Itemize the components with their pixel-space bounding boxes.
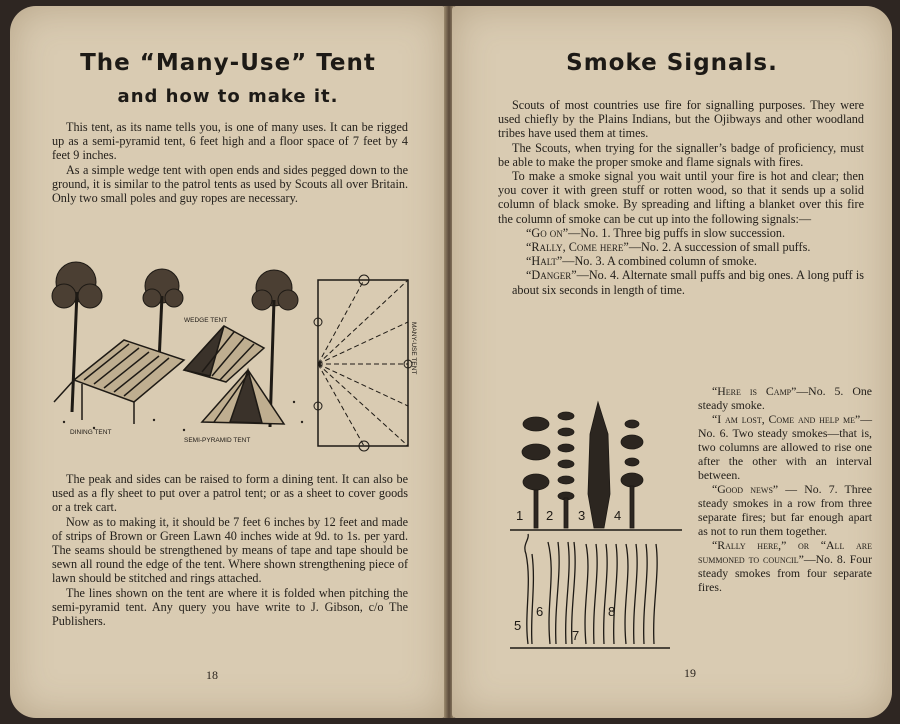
paragraph: The lines shown on the tent are where it is folded when pitching the semi-pyramid tent. Any query you have write to J. Gibson, c/o The Publishers.	[52, 585, 408, 629]
smoke-signals-illustration	[510, 394, 682, 660]
figure-number: 7	[572, 628, 580, 643]
paragraph: As a simple wedge tent with open ends and sides pegged down to the ground, it is similar to the patrol tents as used by Scouts all over Britain. Only two small poles and guy ropes are necessary.	[52, 162, 408, 206]
figure-number: 1	[516, 508, 524, 523]
figure-number: 3	[578, 508, 586, 523]
paragraph: Now as to making it, it should be 7 feet 6 inches by 12 feet and made of strips of Brown or Green Lawn 40 inches wide at 9d. to 1s. per yard. The seams should be strengthened by means of tape and tape should be sewn all round the edge of the tent. Where shown strengthening piece of lawn should be stitched and rings attached.	[52, 514, 408, 586]
signal-entry: “Halt”—No. 3. A combined column of smoke.	[526, 254, 757, 269]
many-use-tent-label: MANY-USE TENT	[410, 322, 417, 375]
right-intro-text	[498, 98, 864, 297]
figure-number: 5	[514, 618, 522, 633]
left-page	[10, 6, 446, 718]
figure-number: 8	[608, 604, 616, 619]
wedge-tent-label: WEDGE TENT	[184, 317, 228, 324]
paragraph: The peak and sides can be raised to form a dining tent. It can also be used as a fly sheet to put over a patrol tent; or as a sheet to cover goods or a trek cart.	[52, 472, 408, 515]
paragraph: To make a smoke signal you wait until your fire is hot and clear; then you cover it with green stuff or rotten wood, so that it sends up a solid column of black smoke. By spreading and lifting a blanket over this fire the column of smoke can be cut up into the following signals:—	[498, 169, 864, 226]
signal-entry: “Here is Camp”—No. 5. One steady smoke.	[698, 384, 872, 412]
figure-number: 4	[614, 508, 622, 523]
paragraph: This tent, as its name tells you, is one of many uses. It can be rigged up as a semi-pyramid tent, 6 feet high and a floor space of 7 feet by 4 feet 9 inches.	[52, 120, 408, 163]
left-page-title: The “Many-Use” Tent	[80, 50, 376, 76]
left-body-text	[52, 472, 408, 628]
signal-entry: “Danger”—No. 4. Alternate small puffs and big ones. A long puff is about six seconds in length of time.	[512, 268, 864, 297]
paragraph: The Scouts, when trying for the signaller’s badge of proficiency, must be able to make the proper smoke and flame signals with fires.	[498, 140, 864, 169]
signal-entry: “Rally, Come here”—No. 2. A succession of small puffs.	[526, 240, 811, 255]
tent-plan-diagram	[314, 275, 412, 451]
paragraph: Scouts of most countries use fire for signalling purposes. They were used chiefly by the Plains Indians, but the Ojibways and other woodland tribes have used them at times.	[498, 98, 864, 141]
figure-number: 6	[536, 604, 544, 619]
dining-tent-label: DINING TENT	[70, 429, 112, 436]
signal-entry: “Rally here,” or “All are summoned to council”—No. 8. Four steady smokes from four separate fires.	[698, 538, 872, 594]
page-number-right: 19	[684, 666, 696, 680]
right-side-signals	[684, 384, 872, 594]
signal-entry: “Go on”—No. 1. Three big puffs in slow succession.	[526, 225, 786, 240]
figure-number: 2	[546, 508, 554, 523]
right-page-title: Smoke Signals.	[566, 50, 778, 76]
right-page	[452, 6, 892, 718]
semi-pyramid-tent-label: SEMI-PYRAMID TENT	[184, 437, 251, 444]
left-intro-text	[52, 120, 408, 205]
signal-entry: “Good news” — No. 7. Three steady smokes in a row from three separate fires; but far enough apart as not to run them together.	[698, 482, 873, 538]
page-number-left: 18	[206, 668, 218, 682]
signal-entry: “I am lost, Come and help me”—No. 6. Two steady smokes—that is, two columns are allowed to rise one after the other with an interval between.	[698, 412, 872, 482]
tent-illustration	[34, 252, 417, 452]
left-page-subtitle: and how to make it.	[117, 86, 339, 107]
